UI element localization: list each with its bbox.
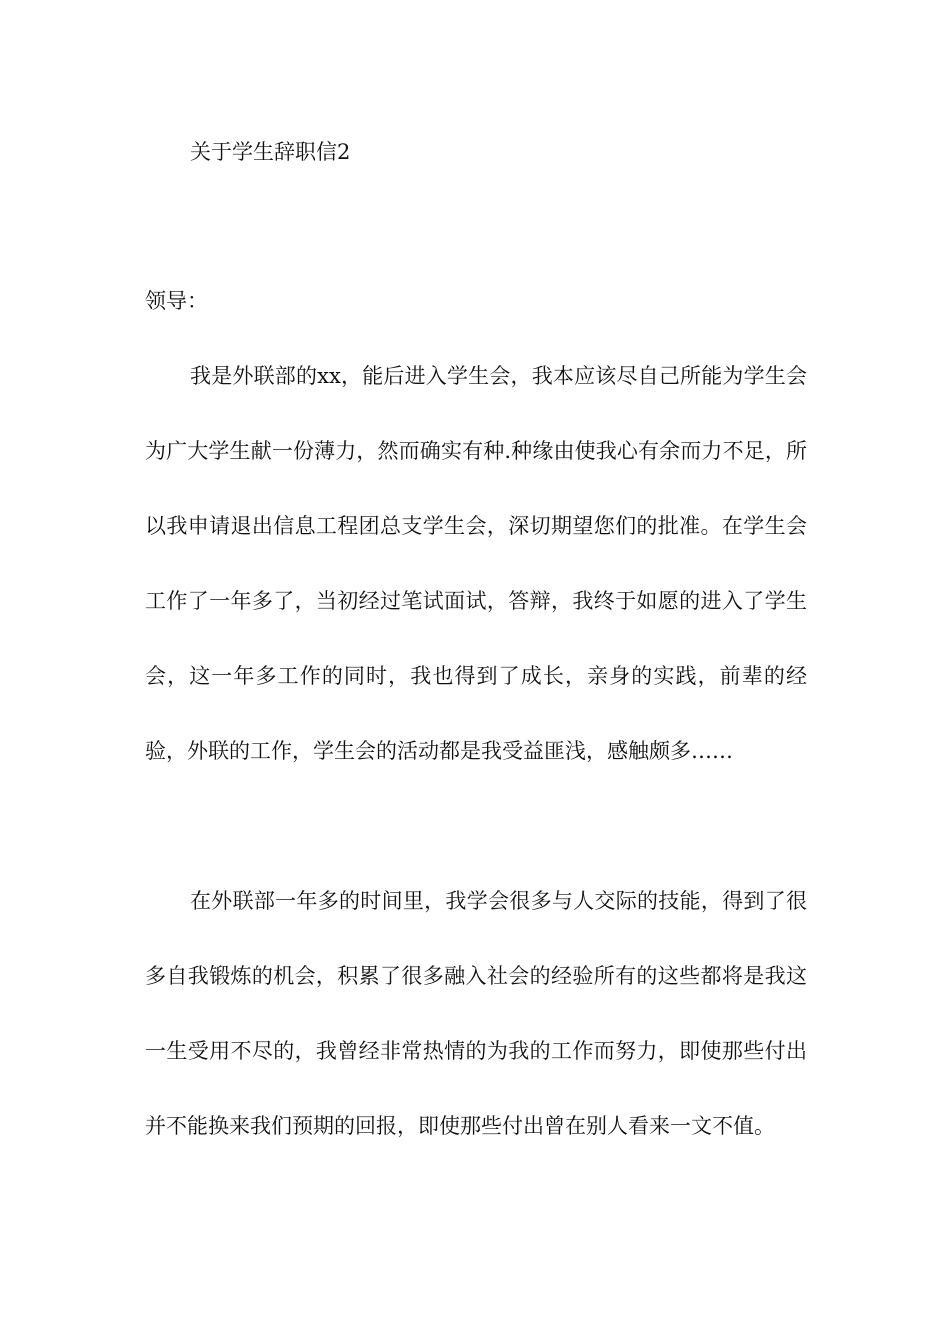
document-title: 关于学生辞职信2 — [190, 140, 351, 164]
salutation: 领导： — [145, 289, 208, 313]
body-paragraph-2: 在外联部一年多的时间里，我学会很多与人交际的技能，得到了很多自我锻炼的机会，积累了很多融入社会的经验所有的这些都将是我这一生受用不尽的，我曾经非常热情的为我的工作而努力，即使那些付出并不能换来我们预期的回报，即使那些付出曾在别人看来一文不值。 — [145, 889, 807, 1138]
body-paragraph-1: 我是外联部的xx，能后进入学生会，我本应该尽自己所能为学生会为广大学生献一份薄力，然而确实有种.种缘由使我心有余而力不足，所以我申请退出信息工程团总支学生会，深切期望您们的批准。在学生会工作了一年多了，当初经过笔试面试，答辩，我终于如愿的进入了学生会，这一年多工作的同时，我也得到了成长，亲身的实践，前辈的经验，外联的工作，学生会的活动都是我受益匪浅，感触颇多…… — [145, 364, 807, 763]
